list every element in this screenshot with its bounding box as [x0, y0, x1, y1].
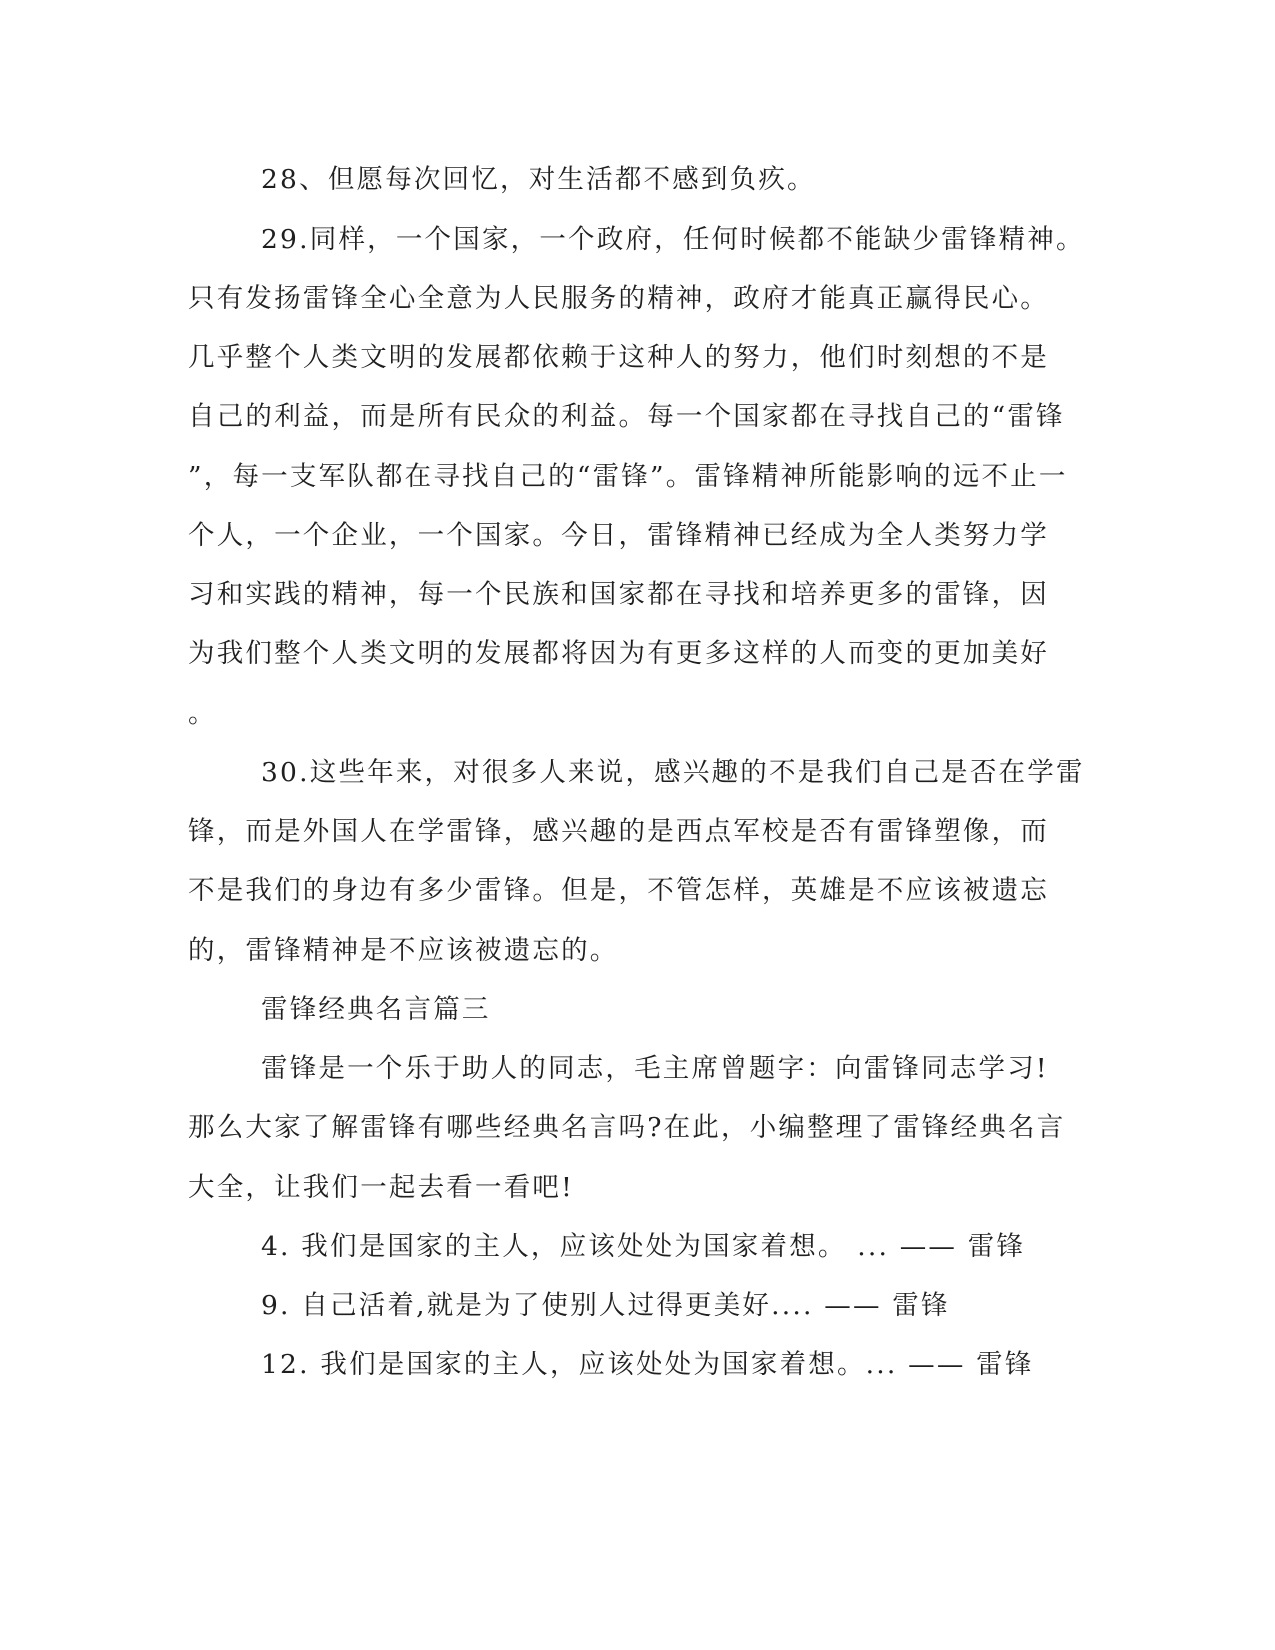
text-line: 的，雷锋精神是不应该被遗忘的。 [188, 935, 619, 966]
text-line: 习和实践的精神，每一个民族和国家都在寻找和培养更多的雷锋，因 [188, 579, 1049, 610]
quote-line: 12. 我们是国家的主人，应该处处为国家着想。... —— 雷锋 [261, 1349, 1034, 1380]
text-line: 29.同样，一个国家，一个政府，任何时候都不能缺少雷锋精神。 [261, 224, 1085, 255]
text-line: 。 [188, 698, 217, 729]
quote-line: 9. 自己活着,就是为了使别人过得更美好.... —— 雷锋 [261, 1290, 950, 1321]
text-line: 30.这些年来，对很多人来说，感兴趣的不是我们自己是否在学雷 [261, 757, 1085, 788]
text-line: 几乎整个人类文明的发展都依赖于这种人的努力，他们时刻想的不是 [188, 342, 1049, 373]
text-line: 自己的利益，而是所有民众的利益。每一个国家都在寻找自己的“雷锋 [188, 401, 1065, 432]
text-line: 28、但愿每次回忆，对生活都不感到负疚。 [261, 164, 816, 195]
text-line: 不是我们的身边有多少雷锋。但是，不管怎样，英雄是不应该被遗忘 [188, 875, 1049, 906]
text-line: 锋，而是外国人在学雷锋，感兴趣的是西点军校是否有雷锋塑像，而 [188, 816, 1049, 847]
text-line: ”，每一支军队都在寻找自己的“雷锋”。雷锋精神所能影响的远不止一 [188, 461, 1068, 492]
text-line: 只有发扬雷锋全心全意为人民服务的精神，政府才能真正赢得民心。 [188, 283, 1049, 314]
text-line: 那么大家了解雷锋有哪些经典名言吗?在此，小编整理了雷锋经典名言 [188, 1112, 1066, 1143]
text-line: 大全，让我们一起去看一看吧! [188, 1172, 574, 1203]
text-line: 雷锋是一个乐于助人的同志，毛主席曾题字：向雷锋同志学习! [261, 1053, 1049, 1084]
section-heading: 雷锋经典名言篇三 [261, 994, 491, 1025]
text-line: 个人，一个企业，一个国家。今日，雷锋精神已经成为全人类努力学 [188, 520, 1049, 551]
quote-line: 4. 我们是国家的主人，应该处处为国家着想。 ... —— 雷锋 [261, 1231, 1026, 1262]
text-line: 为我们整个人类文明的发展都将因为有更多这样的人而变的更加美好 [188, 638, 1049, 669]
